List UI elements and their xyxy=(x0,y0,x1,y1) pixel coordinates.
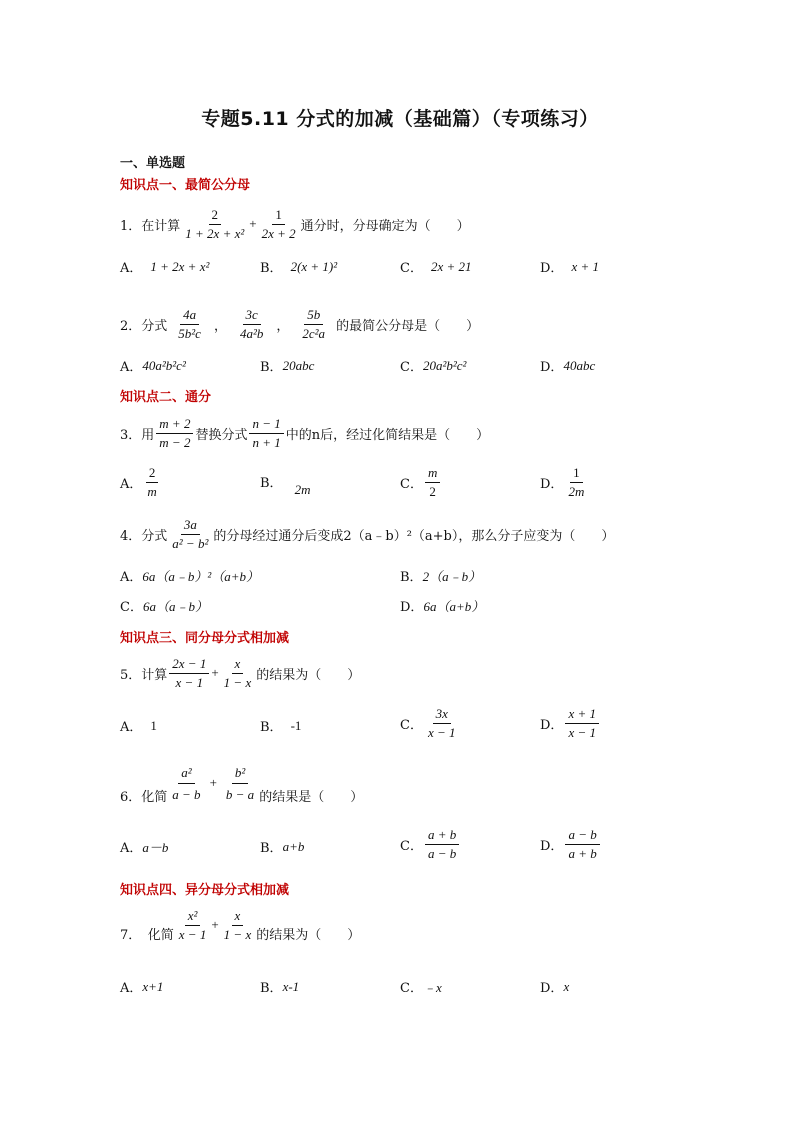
knowledge-point-1: 知识点一、最简公分母 xyxy=(120,178,251,193)
q4-option-a[interactable]: A． 6a（a﹣b）²（a+b） xyxy=(120,569,260,585)
question-5: 5．计算 $\frac{2x - 1}{x - 1}$ + $\frac{x}{1 - x}$ 的结果为（ ） xyxy=(120,655,361,690)
q6-fraction-1: $\frac{\text{a²}}{a - b}$ xyxy=(172,764,201,802)
q7-option-a[interactable]: A． x+1 xyxy=(120,978,164,996)
q7-prefix: 7． 化简 xyxy=(120,927,174,943)
q2-fraction-3: $\frac{5b}{\text{2c²a}}$ xyxy=(302,306,326,341)
q5-option-c[interactable]: C． $\frac{3x}{x - 1}$ xyxy=(400,705,456,740)
q3-option-c[interactable]: C． $\frac{m}{2}$ xyxy=(400,462,442,502)
q3-prefix: 3．用 xyxy=(120,427,155,443)
q2-tail: 的最简公分母是（ ） xyxy=(336,318,480,334)
q3-fraction-1: $\frac{m + 2}{m - 2}$ xyxy=(156,416,193,451)
q2-option-d[interactable]: D． 40abc xyxy=(540,357,596,375)
q5-tail: 的结果为（ ） xyxy=(256,667,361,683)
q3-option-d[interactable]: D． $\frac{1}{2m}$ xyxy=(540,464,585,499)
q2-fraction-1: $\frac{4a}{\text{5b²c}}$ xyxy=(178,306,201,341)
q5-option-b[interactable]: B． -1 xyxy=(260,717,302,735)
q1-option-d[interactable]: D． x + 1 xyxy=(540,258,599,276)
q6-prefix: 6．化简 xyxy=(120,789,168,805)
q7-option-d[interactable]: D． x xyxy=(540,978,570,996)
q2-prefix: 2．分式 xyxy=(120,318,168,334)
q3-option-b[interactable]: B． 2m xyxy=(260,476,311,497)
q6-option-d[interactable]: D． $\frac{a - b}{a + b}$ xyxy=(540,824,602,864)
q6-option-b[interactable]: B． a+b xyxy=(260,838,305,856)
q4-option-d[interactable]: D． 6a（a+b） xyxy=(400,599,485,615)
q5-fraction-1: $\frac{2x - 1}{x - 1}$ xyxy=(169,656,209,691)
knowledge-point-2: 知识点二、通分 xyxy=(120,390,212,405)
question-2: 2．分式 $\frac{4a}{\text{5b²c}}$ ， $\frac{3c}{\text{4a²b}}$ ， $\frac{5b}{\text{2c²a}}$ 的最简公分母是（ ） xyxy=(120,306,480,341)
q1-fraction-2: $\frac{1}{2x + 2}$ xyxy=(261,206,296,241)
q2-option-b[interactable]: B． 20abc xyxy=(260,357,315,375)
knowledge-point-4: 知识点四、异分母分式相加减 xyxy=(120,883,290,898)
q5-prefix: 5．计算 xyxy=(120,667,168,683)
q1-option-c[interactable]: C． 2x + 21 xyxy=(400,258,472,276)
q4-fraction-1: $\frac{3a}{\text{a² − b²}}$ xyxy=(172,516,209,551)
q3-tail: 中的n后，经过化简结果是（ ） xyxy=(285,427,490,443)
q4-option-b[interactable]: B． 2（a﹣b） xyxy=(400,569,482,585)
q4-option-c[interactable]: C． 6a（a﹣b） xyxy=(120,599,208,615)
q1-option-b[interactable]: B． 2(x + 1)² xyxy=(260,258,338,276)
q2-fraction-2: $\frac{3c}{\text{4a²b}}$ xyxy=(239,306,264,341)
q2-option-a[interactable]: A． 40a²b²c² xyxy=(120,357,186,375)
q6-option-c[interactable]: C． $\frac{a + b}{a - b}$ xyxy=(400,824,461,864)
q5-option-d[interactable]: D． $\frac{x + 1}{x - 1}$ xyxy=(540,703,601,743)
q7-option-c[interactable]: C． ﹣x xyxy=(400,980,442,996)
question-3: 3．用 $\frac{m + 2}{m - 2}$ 替换分式 $\frac{n - 1}{n + 1}$ 中的n后，经过化简结果是（ ） xyxy=(120,415,490,450)
q1-tail: 通分时，分母确定为（ ） xyxy=(300,218,470,234)
knowledge-point-3: 知识点三、同分母分式相加减 xyxy=(120,631,290,646)
q4-prefix: 4．分式 xyxy=(120,528,168,544)
q1-option-a[interactable]: A． 1 + 2x + x² xyxy=(120,258,210,276)
q6-tail: 的结果是（ ） xyxy=(259,789,364,805)
page-title: 专题5.11 分式的加减（基础篇）（专项练习） xyxy=(201,108,599,130)
question-7: 7． 化简 $\frac{\text{x²}}{x - 1}$ + $\frac{x}{1 - x}$ 的结果为（ ） xyxy=(120,907,361,943)
q7-fraction-1: $\frac{\text{x²}}{x - 1}$ xyxy=(178,907,207,942)
q7-fraction-2: $\frac{x}{1 - x}$ xyxy=(223,907,252,942)
q4-tail: 的分母经过通分后变成2（a﹣b）²（a+b），那么分子应变为（ ） xyxy=(213,528,615,544)
q6-option-a[interactable]: A． a－b xyxy=(120,840,169,856)
q6-fraction-2: $\frac{\text{b²}}{b - a}$ xyxy=(225,764,255,802)
q3-option-a[interactable]: A． $\frac{2}{m}$ xyxy=(120,464,157,499)
section-heading: 一、单选题 xyxy=(120,156,186,171)
question-1: 1．在计算 $\frac{2}{\text{1 + 2x + x²}}$ + $\frac{1}{2x + 2}$ 通分时，分母确定为（ ） xyxy=(120,206,470,241)
q2-option-c[interactable]: C． 20a²b²c² xyxy=(400,357,467,375)
q3-fraction-2: $\frac{n - 1}{n + 1}$ xyxy=(249,416,283,451)
q5-option-a[interactable]: A． 1 xyxy=(120,717,157,735)
question-4 xyxy=(120,512,614,556)
q7-tail: 的结果为（ ） xyxy=(256,927,361,943)
question-6: 6．化简 $\frac{\text{a²}}{a - b}$ + $\frac{\text{b²}}{b - a}$ 的结果是（ ） xyxy=(120,764,364,805)
q1-prefix: 1．在计算 xyxy=(120,218,181,234)
q7-option-b[interactable]: B． x-1 xyxy=(260,978,300,996)
q1-fraction-1: $\frac{2}{\text{1 + 2x + x²}}$ xyxy=(185,206,245,241)
q5-fraction-2: $\frac{x}{1 - x}$ xyxy=(223,655,252,690)
